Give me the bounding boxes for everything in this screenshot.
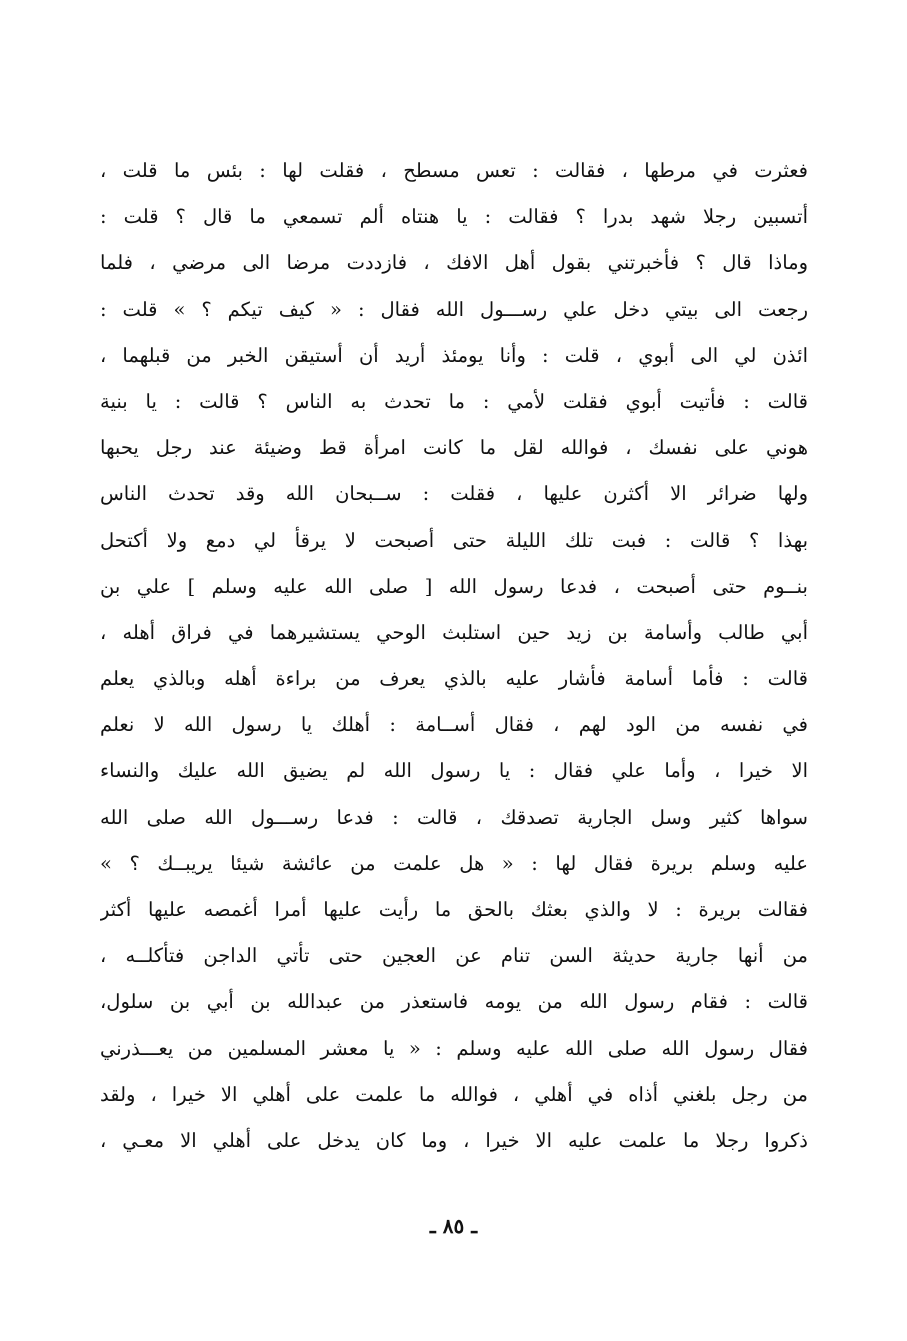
text-line: من أنها جارية حديثة السن تنام عن العجين حتى تأتي الداجن فتأكلــه ، bbox=[100, 944, 808, 968]
text-line: فقالت بريرة : لا والذي بعثك بالحق ما رأيت عليها أمرا أغمصه عليها أكثر bbox=[100, 898, 808, 921]
text-line: في نفسه من الود لهم ، فقال أســامة : أهلك يا رسول الله لا نعلم bbox=[100, 713, 808, 737]
text-line: وماذا قال ؟ فأخبرتني بقول أهل الافك ، فازددت مرضا الى مرضي ، فلما bbox=[100, 251, 808, 275]
body-text bbox=[100, 148, 808, 1164]
text-line: ائذن لي الى أبوي ، قلت : وأنا يومئذ أريد أن أستيقن الخبر من قبلهما ، bbox=[100, 343, 808, 367]
text-line: سواها كثير وسل الجارية تصدقك ، قالت : فدعا رســـول الله صلى الله bbox=[100, 805, 808, 829]
text-line: ذكروا رجلا ما علمت عليه الا خيرا ، وما كان يدخل على أهلي الا معـي ، bbox=[100, 1128, 808, 1152]
text-line: الا خيرا ، وأما علي فقال : يا رسول الله لم يضيق الله عليك والنساء bbox=[100, 759, 808, 783]
text-line: ولها ضرائر الا أكثرن عليها ، فقلت : ســبحان الله وقد تحدث الناس bbox=[100, 482, 808, 506]
text-line: أتسبين رجلا شهد بدرا ؟ فقالت : يا هنتاه ألم تسمعي ما قال ؟ قلت : bbox=[100, 205, 808, 229]
text-line: قالت : فأما أسامة فأشار عليه بالذي يعرف من براءة أهله وبالذي يعلم bbox=[100, 667, 808, 691]
text-line: عليه وسلم بريرة فقال لها : « هل علمت من عائشة شيئا يريبــك ؟ » bbox=[100, 851, 808, 875]
text-line: بنــوم حتى أصبحت ، فدعا رسول الله [ صلى الله عليه وسلم ] علي بن bbox=[100, 574, 808, 598]
text-line: من رجل بلغني أذاه في أهلي ، فوالله ما علمت على أهلي الا خيرا ، ولقد bbox=[100, 1082, 808, 1106]
text-line: فعثرت في مرطها ، فقالت : تعس مسطح ، فقلت لها : بئس ما قلت ، bbox=[100, 159, 808, 182]
text-line: فقال رسول الله صلى الله عليه وسلم : « يا معشر المسلمين من يعـــذرني bbox=[100, 1036, 808, 1060]
page-number: ـ ٨٥ ـ bbox=[429, 1214, 478, 1238]
text-line: أبي طالب وأسامة بن زيد حين استلبث الوحي يستشيرهما في فراق أهله ، bbox=[100, 620, 808, 644]
text-line: رجعت الى بيتي دخل علي رســـول الله فقال : « كيف تيكم ؟ » قلت : bbox=[100, 297, 808, 321]
text-line: قالت : فأتيت أبوي فقلت لأمي : ما تحدث به الناس ؟ قالت : يا بنية bbox=[100, 389, 808, 413]
text-line: بهذا ؟ قالت : فبت تلك الليلة حتى أصبحت لا يرقأ لي دمع ولا أكتحل bbox=[100, 528, 808, 552]
text-line: قالت : فقام رسول الله من يومه فاستعذر من عبدالله بن أبي بن سلول، bbox=[100, 990, 808, 1014]
text-line: هوني على نفسك ، فوالله لقل ما كانت امرأة قط وضيئة عند رجل يحبها bbox=[100, 436, 808, 460]
